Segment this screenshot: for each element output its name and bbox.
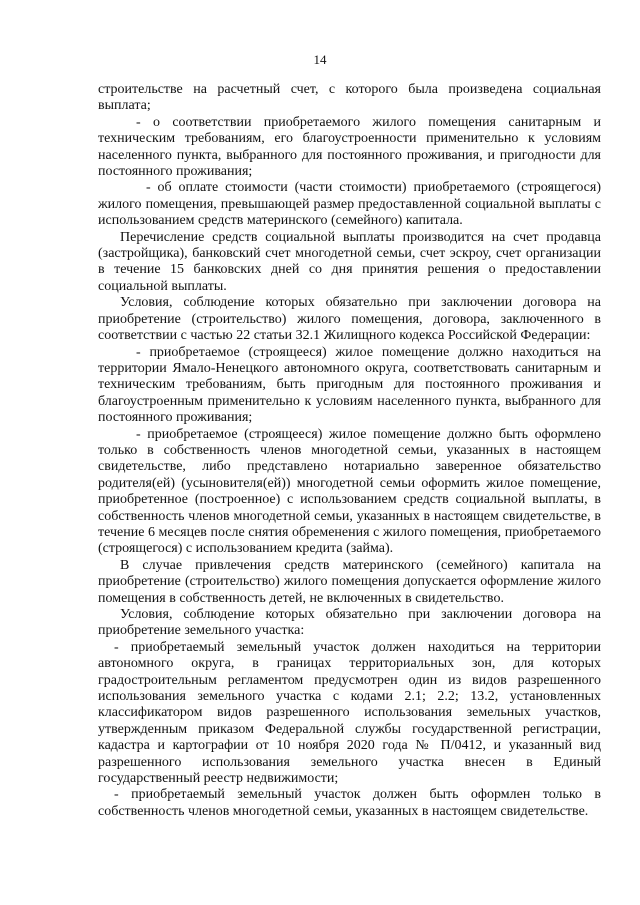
paragraph: Условия, соблюдение которых обязательно при заключении договора на приобретение (строительство) жилого помещения, договора, заключенного в соответствии с частью 22 статьи 32.1 Жилищного кодекса Российской Федерации:	[98, 295, 601, 344]
paragraph: строительстве на расчетный счет, с которого была произведена социальная выплата;	[98, 82, 601, 114]
list-item: - об оплате стоимости (части стоимости) приобретаемого (строящегося) жилого помещения, превышающей размер предоставленной социальной выплаты с использованием средств материнского (семейного) капитала.	[98, 180, 601, 229]
list-item: - приобретаемое (строящееся) жилое помещение должно находиться на территории Ямало-Ненецкого автономного округа, соответствовать санитарным и техническим требованиям, быть пригодным для постоянного проживания и благоустроенным применительно к условиям населенного пункта, выбранного для постоянного проживания;	[98, 344, 601, 426]
list-item: - приобретаемый земельный участок должен быть оформлен только в собственность членов многодетной семьи, указанных в настоящем свидетельстве.	[98, 787, 601, 819]
paragraph: В случае привлечения средств материнского (семейного) капитала на приобретение (строительство) жилого помещения допускается оформление жилого помещения в собственность детей, не включенных в свидетельство.	[98, 557, 601, 606]
page-number: 14	[313, 52, 327, 67]
list-item: - приобретаемое (строящееся) жилое помещение должно быть оформлено только в собственность членов многодетной семьи, указанных в настоящем свидетельстве, либо представлено нотариально заверенное обязательство родителя(ей) (усыновителя(ей)) многодетной семьи оформить жилое помещение, приобретенное (построенное) с использованием средств социальной выплаты, в собственность членов многодетной семьи, указанных в настоящем свидетельстве, в течение 6 месяцев после снятия обременения с жилого помещения, приобретаемого (строящегося) с использованием кредита (займа).	[98, 426, 601, 557]
list-item: - о соответствии приобретаемого жилого помещения санитарным и техническим требованиям, его благоустроенности применительно к условиям населенного пункта, выбранного для постоянного проживания, и пригодности для постоянного проживания;	[98, 114, 601, 180]
paragraph: Перечисление средств социальной выплаты производится на счет продавца (застройщика), банковский счет многодетной семьи, счет эскроу, счет организации в течение 15 банковских дней со дня принятия решения о предоставлении социальной выплаты.	[98, 229, 601, 294]
document-body	[98, 82, 601, 820]
paragraph: Условия, соблюдение которых обязательно при заключении договора на приобретение земельного участка:	[98, 607, 601, 639]
list-item: - приобретаемый земельный участок должен находиться на территории автономного округа, в границах территориальных зон, для которых градостроительным регламентом предусмотрен один из видов разрешенного использования земельного участка с кодами 2.1; 2.2; 13.2, установленных классификатором видов разрешенного использования земельных участков, утвержденным приказом Федеральной службы государственной регистрации, кадастра и картографии от 10 ноября 2020 года № П/0412, и указанный вид разрешенного использования земельного участка внесен в Единый государственный реестр недвижимости;	[98, 639, 601, 787]
